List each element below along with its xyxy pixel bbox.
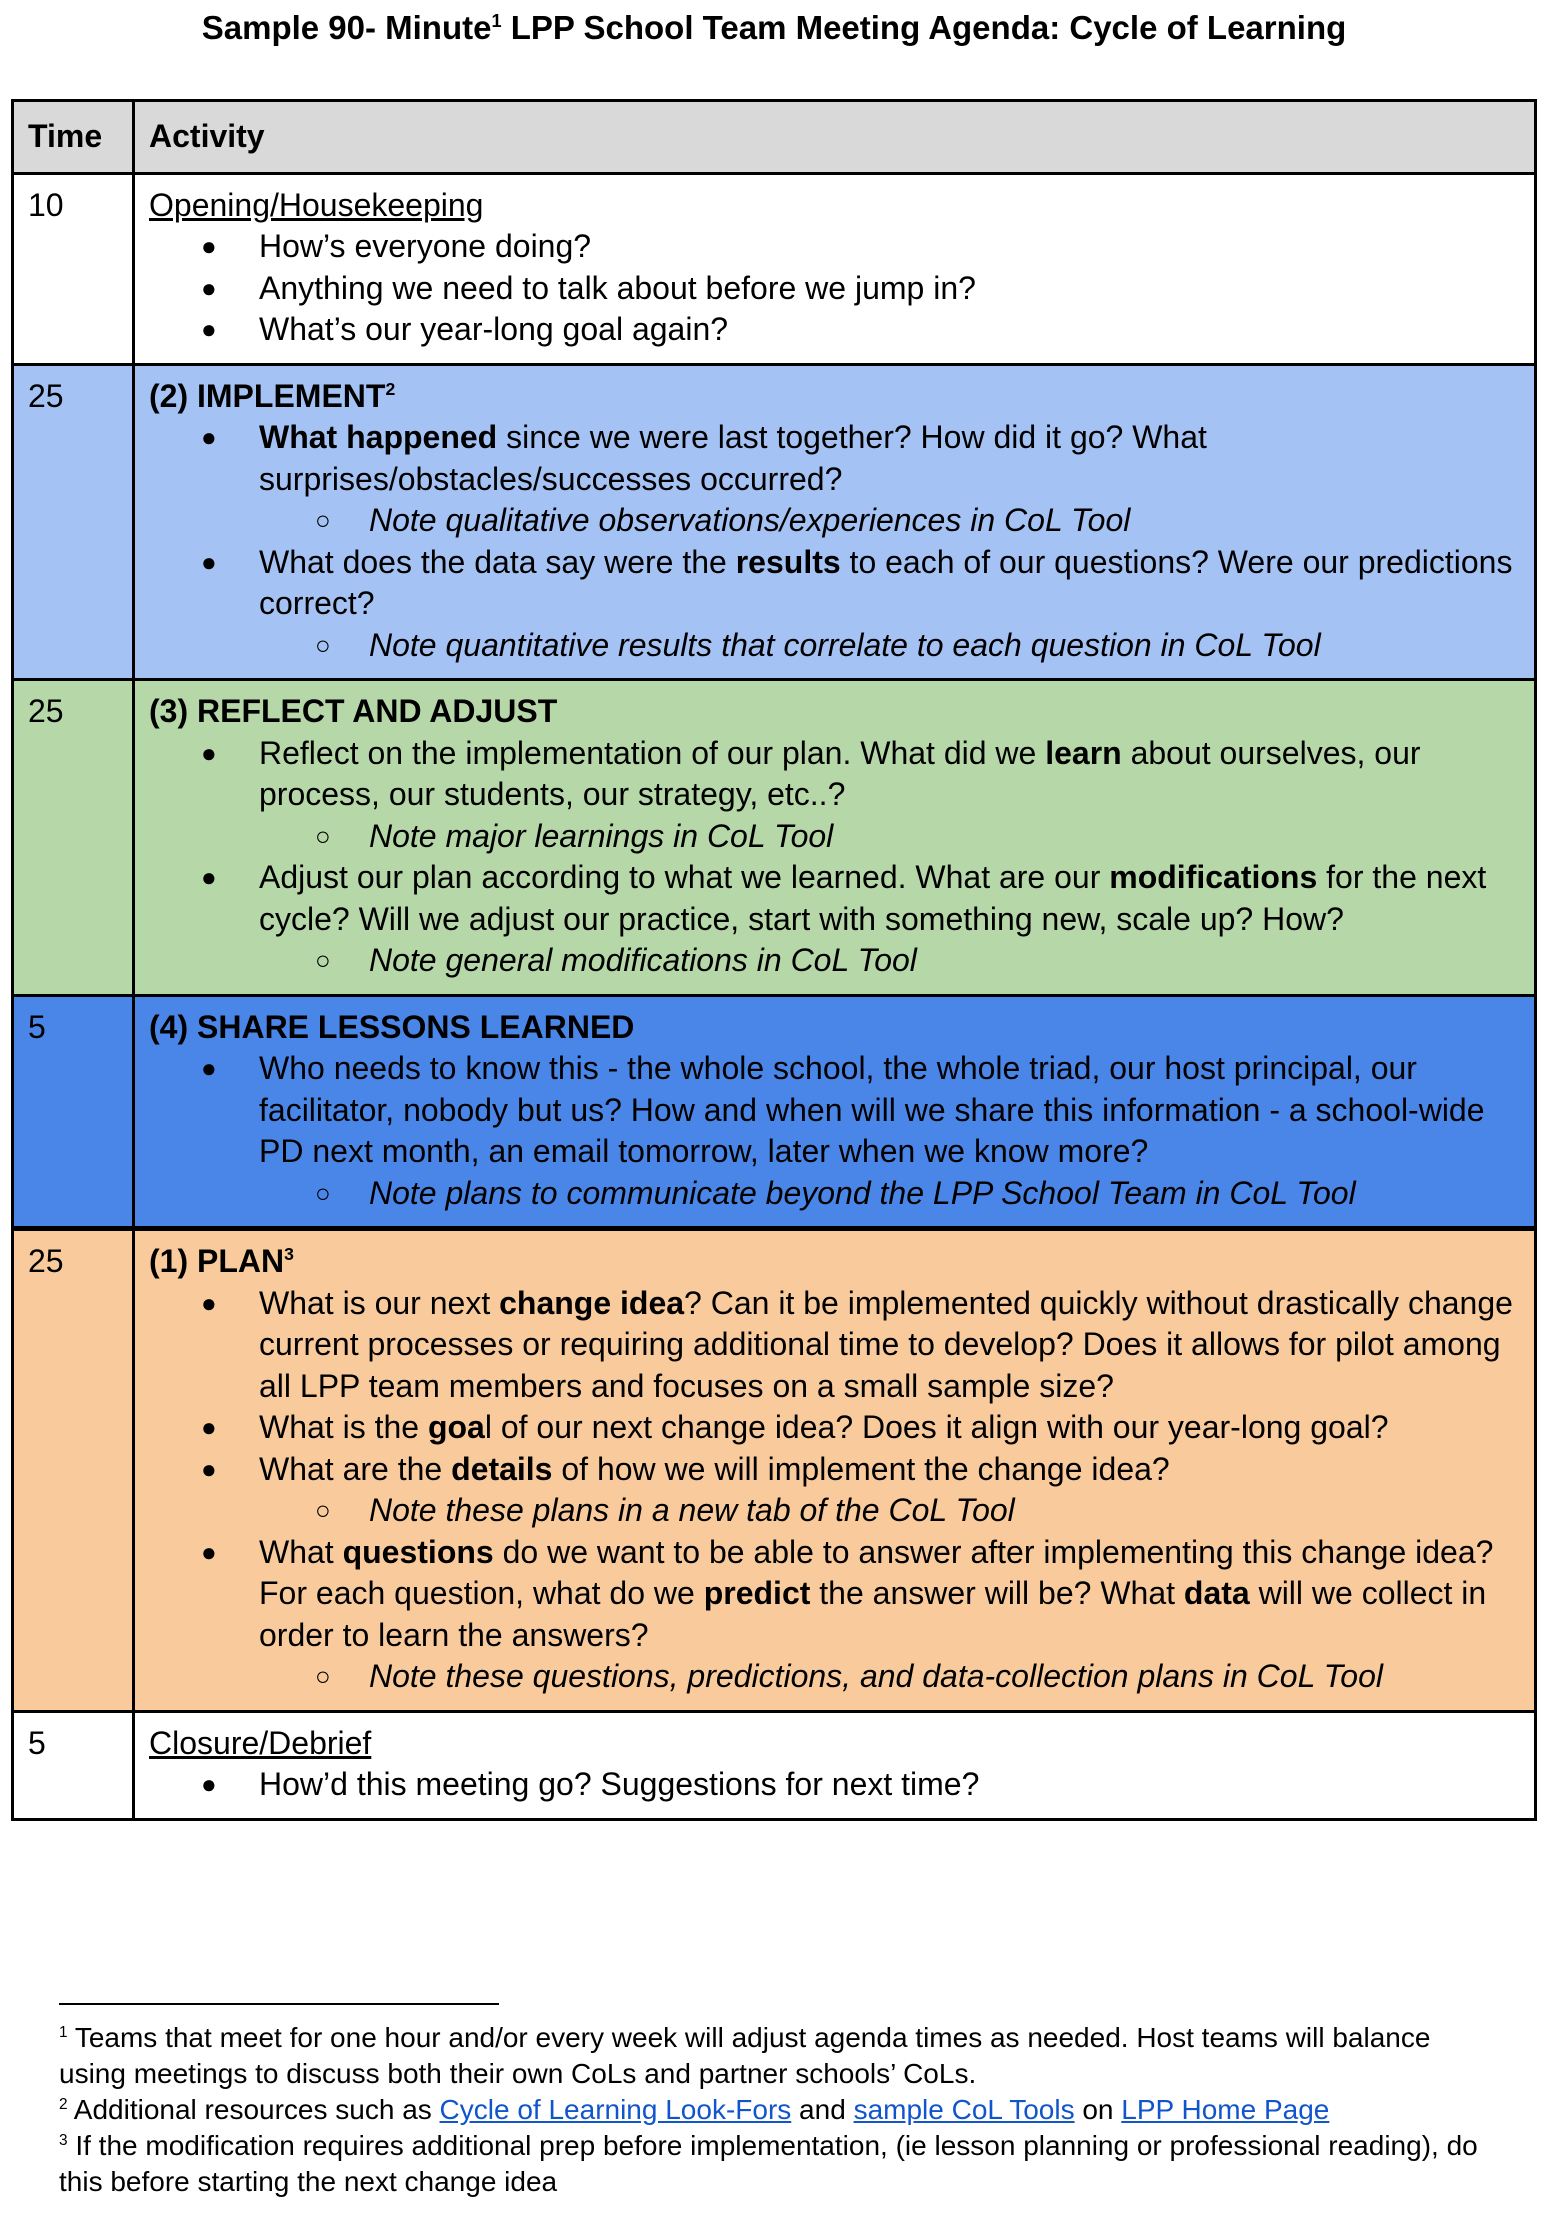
table-row-reflect <box>13 680 1536 996</box>
agenda-table <box>11 99 1537 1821</box>
sub-list-item: ○ Note major learnings in CoL Tool <box>259 816 1520 858</box>
table-row-implement <box>13 364 1536 680</box>
item-text: What is our next <box>259 1284 500 1321</box>
footnote-ref[interactable]: 3 <box>284 1244 294 1265</box>
sub-list <box>149 1656 1520 1698</box>
bullet-list <box>149 733 1520 982</box>
bold-text: results <box>735 543 841 580</box>
bullet-list <box>149 1048 1520 1214</box>
footnote-text: If the modification requires additional prep before implementation, (ie lesson planning or professional reading), do this before starting the next change idea <box>59 2130 1478 2197</box>
table-row-plan <box>13 1229 1536 1712</box>
item-text: the answer will be? What <box>810 1575 1184 1611</box>
list-item <box>149 1048 1520 1214</box>
footnote-1 <box>59 2020 1499 2092</box>
item-text: for the next cycle? Will we adjust our practice, start with something new, scale up? How? <box>259 859 1487 937</box>
time-cell: 5 <box>13 995 134 1229</box>
sub-list <box>149 816 1520 858</box>
sub-list <box>149 1173 1520 1215</box>
footnote-text: Teams that meet for one hour and/or every week will adjust agenda times as needed. Host teams will balance using meetings to discuss both their own CoLs and partner schools’ CoLs. <box>59 2022 1431 2089</box>
item-text: What does the data say were the <box>259 543 736 580</box>
activity-heading <box>149 376 1520 418</box>
list-item <box>149 542 1520 667</box>
bullet-list <box>149 1764 1520 1806</box>
footnote-3 <box>59 2128 1499 2200</box>
list-item: ● What’s our year-long goal again? <box>149 309 1520 351</box>
list-item: ● How’d this meeting go? Suggestions for next time? <box>149 1764 1520 1806</box>
activity-cell <box>134 173 1536 364</box>
list-item <box>149 857 1520 982</box>
item-text: since we were last together? How did it go? What surprises/obstacles/successes occurred? <box>259 419 1207 497</box>
title-suffix: LPP School Team Meeting Agenda: Cycle of Learning <box>501 9 1347 46</box>
activity-cell <box>134 1711 1536 1819</box>
sub-list <box>149 940 1520 982</box>
bullet-list <box>149 417 1520 666</box>
sub-list-item: ○ Note these questions, predictions, and data-collection plans in CoL Tool <box>259 1656 1520 1698</box>
footnote-2 <box>59 2092 1499 2128</box>
item-text: about ourselves, our process, our students, our strategy, etc..? <box>259 734 1421 812</box>
activity-cell <box>134 1229 1536 1712</box>
footnote-text: on <box>1074 2094 1122 2125</box>
sub-list-item: ○ Note general modifications in CoL Tool <box>259 940 1520 982</box>
sub-list-item: ○ Note plans to communicate beyond the LPP School Team in CoL Tool <box>259 1173 1520 1215</box>
title-prefix: Sample 90- Minute <box>201 9 492 46</box>
sub-list-item: ○ Note these plans in a new tab of the CoL Tool <box>259 1490 1520 1532</box>
list-item <box>149 1407 1520 1449</box>
table-header-row <box>13 101 1536 174</box>
sub-list-item: ○ Note quantitative results that correlate to each question in CoL Tool <box>259 625 1520 667</box>
list-item <box>149 417 1520 542</box>
lpp-home-page-link[interactable]: LPP Home Page <box>1121 2094 1330 2125</box>
bold-text: questions <box>342 1533 494 1570</box>
page-title <box>0 8 1548 48</box>
footnote-number: 3 <box>59 2131 68 2149</box>
bold-text: learn <box>1045 734 1122 771</box>
list-item <box>149 1449 1520 1532</box>
bold-text: data <box>1183 1575 1250 1611</box>
bold-text: change idea <box>499 1284 685 1321</box>
footnote-text: Additional resources such as <box>67 2094 440 2125</box>
sub-list-item: ○ Note qualitative observations/experiences in CoL Tool <box>259 500 1520 542</box>
activity-heading <box>149 1241 1520 1283</box>
sample-col-tools-link[interactable]: sample CoL Tools <box>853 2094 1075 2125</box>
item-text: Adjust our plan according to what we learned. What are our <box>259 859 1110 895</box>
item-text: do we want to be able to answer after implementing this change idea? For each question, what do we <box>259 1533 1494 1611</box>
footnote-ref[interactable]: 2 <box>385 378 396 399</box>
list-item: ● Anything we need to talk about before we jump in? <box>149 268 1520 310</box>
bullet-list <box>149 1283 1520 1698</box>
footnote-text: and <box>791 2094 854 2125</box>
activity-cell <box>134 680 1536 996</box>
cycle-of-learning-look-fors-link[interactable]: Cycle of Learning Look-Fors <box>439 2094 792 2125</box>
activity-cell <box>134 995 1536 1229</box>
time-header: Time <box>13 101 134 174</box>
footnote-number: 2 <box>59 2095 68 2113</box>
time-cell: 25 <box>13 364 134 680</box>
activity-cell <box>134 364 1536 680</box>
time-cell: 25 <box>13 1229 134 1712</box>
time-cell: 25 <box>13 680 134 996</box>
list-item <box>149 1283 1520 1408</box>
item-text: l of our next change idea? Does it align with our year-long goal? <box>484 1409 1389 1445</box>
item-text: will we collect in order to learn the answers? <box>259 1575 1487 1653</box>
time-cell: 5 <box>13 1711 134 1819</box>
list-item <box>149 1532 1520 1698</box>
footnote-number: 1 <box>59 2023 68 2041</box>
item-text: What <box>259 1533 343 1570</box>
activity-header: Activity <box>134 101 1536 174</box>
footnotes <box>59 2020 1499 2200</box>
item-text: What is the <box>259 1409 428 1445</box>
item-text: of how we will implement the change idea? <box>552 1450 1170 1487</box>
item-text: ? Can it be implemented quickly without drastically change current processes or requiring additional time to develop? Does it allows for pilot among all LPP team members and focuses on a small sample size? <box>259 1284 1513 1404</box>
activity-heading: (4) SHARE LESSONS LEARNED <box>149 1008 635 1045</box>
list-item <box>149 733 1520 858</box>
list-item: ● How’s everyone doing? <box>149 226 1520 268</box>
footnote-divider <box>59 2003 499 2005</box>
bold-text: modifications <box>1109 859 1318 895</box>
table-row-opening <box>13 173 1536 364</box>
table-row-share <box>13 995 1536 1229</box>
heading-text: (2) IMPLEMENT <box>149 377 386 414</box>
item-text: Reflect on the implementation of our plan. What did we <box>259 734 1046 771</box>
item-text: Who needs to know this - the whole school, the whole triad, our host principal, our facilitator, nobody but us? How and when will we share this information - a school-wide PD next month, an email tomorrow, later when we know more? <box>259 1050 1485 1169</box>
bullet-list <box>149 226 1520 351</box>
bold-text: predict <box>703 1575 811 1611</box>
table-row-closure <box>13 1711 1536 1819</box>
sub-list <box>149 1490 1520 1532</box>
heading-text: (1) PLAN <box>149 1243 285 1279</box>
sub-list <box>149 625 1520 667</box>
item-text: What are the <box>259 1450 452 1487</box>
sub-list <box>149 500 1520 542</box>
bold-text: details <box>451 1450 553 1487</box>
bold-text: What happened <box>259 419 498 455</box>
activity-heading: Opening/Housekeeping <box>149 186 484 223</box>
activity-heading: Closure/Debrief <box>149 1724 372 1761</box>
title-footnote-ref[interactable]: 1 <box>491 11 502 31</box>
bold-text: goa <box>427 1409 485 1445</box>
item-text: to each of our questions? Were our predictions correct? <box>259 543 1513 621</box>
time-cell: 10 <box>13 173 134 364</box>
activity-heading: (3) REFLECT AND ADJUST <box>149 693 558 729</box>
